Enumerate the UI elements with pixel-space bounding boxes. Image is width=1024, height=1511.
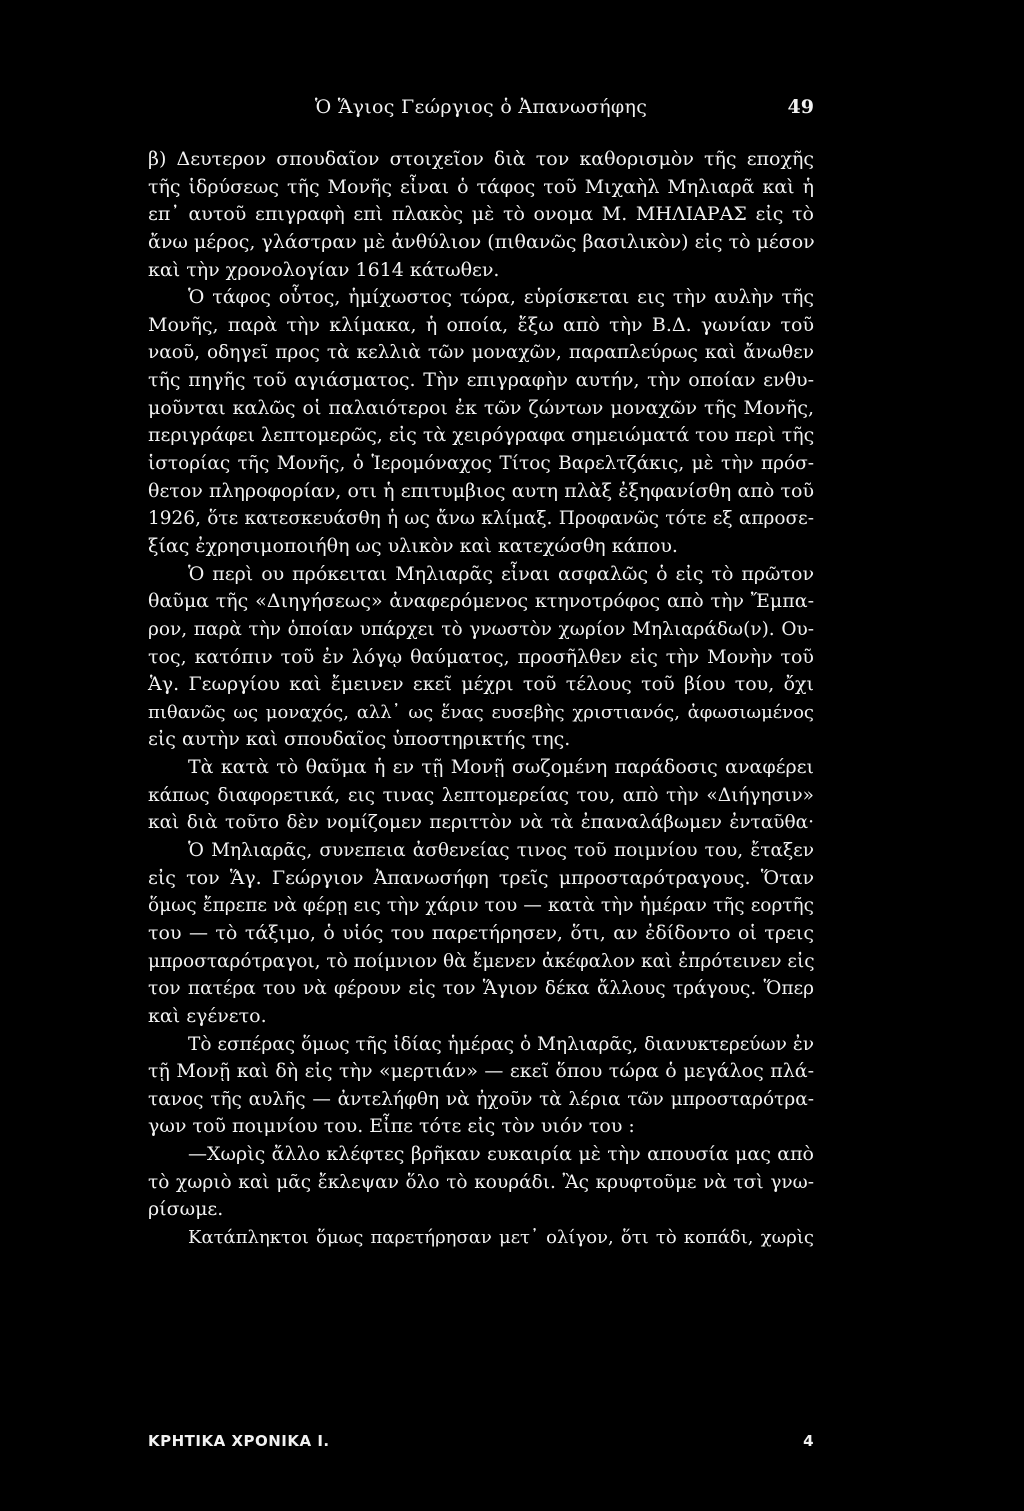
- text-line: 1926, ὅτε κατεσκευάσθη ἡ ως ἄνω κλίμαξ. Προφανῶς τότε εξ απροσε-: [148, 508, 814, 530]
- body-text: [148, 146, 814, 1252]
- text-line: ἄνω μέρος, γλάστραν μὲ ἀνθύλιον (πιθανῶς βασιλικὸν) εἰς τὸ μέσον: [148, 230, 815, 253]
- text-line: τῇ Μονῇ καὶ δὴ εἰς τὴν «μερτιάν» — εκεῖ ὅπου τώρα ὁ μεγάλος πλά-: [148, 1060, 814, 1083]
- text-line: ἱστορίας τῆς Μονῆς, ὁ Ἱερομόναχος Τίτος Βαρελτζάκις, μὲ τὴν πρόσ-: [148, 453, 814, 475]
- text-line: ξίας ἐχρησιμοποιήθη ως υλικὸν καὶ κατεχώσθη κάπου.: [148, 534, 678, 557]
- text-line: Ὁ Μηλιαρᾶς, συνεπεια ἀσθενείας τινος τοῦ ποιμνίου του, ἔταξεν: [188, 840, 814, 862]
- text-line: πιθανῶς ως μοναχός, αλλ᾽ ως ἕνας ευσεβὴς χριστιανός, ἀφωσιωμένος: [148, 701, 814, 723]
- text-line: γων τοῦ ποιμνίου του. Εἶπε τότε εἰς τὸν υιόν του :: [148, 1115, 635, 1138]
- signature-mark: 4: [803, 1432, 814, 1450]
- text-line: Μονῆς, παρὰ τὴν κλίμακα, ἡ οποία, ἔξω απὸ τὴν Β.Δ. γωνίαν τοῦ: [148, 313, 814, 336]
- text-line: ὅμως ἔπρεπε νὰ φέρῃ εις τὴν χάριν του — κατὰ τὴν ἡμέραν τῆς εορτῆς: [148, 895, 814, 917]
- text-line: του — τὸ τάξιμο, ὁ υἱός του παρετήρησεν, ὅτι, αν ἐδίδοντο οἱ τρεις: [148, 921, 814, 944]
- text-line: τῆς ἱδρύσεως τῆς Μονῆς εἶναι ὁ τάφος τοῦ Μιχαὴλ Μηλιαρᾶ καὶ ἡ: [148, 175, 814, 198]
- text-line: β) Δευτερον σπουδαῖον στοιχεῖον διὰ τον καθορισμὸν τῆς εποχῆς: [148, 148, 814, 170]
- page-footer: [148, 1432, 814, 1458]
- page-number: 49: [787, 96, 814, 118]
- text-line: καὶ εγένετο.: [148, 1004, 267, 1027]
- running-header: [148, 96, 814, 126]
- text-line: ρον, παρὰ τὴν ὁποίαν υπάρχει τὸ γνωστὸν χωρίον Μηλιαράδω(ν). Ου-: [148, 618, 814, 640]
- text-line: μπροσταρότραγοι, τὸ ποίμνιον θὰ ἔμενεν ἀκέφαλον καὶ ἐπρότεινεν εἰς: [148, 950, 815, 972]
- text-line: κάπως διαφορετικά, εις τινας λεπτομερείας του, απὸ τὴν «Διήγησιν»: [148, 784, 814, 806]
- text-line: επ᾽ αυτοῦ επιγραφὴ επὶ πλακὸς μὲ τὸ ονομα Μ. ΜΗΛΙΑΡΑΣ εἰς τὸ: [148, 203, 814, 226]
- text-line: ρίσωμε.: [148, 1198, 224, 1221]
- text-line: θαῦμα τῆς «Διηγήσεως» ἀναφερόμενος κτηνοτρόφος απὸ τὴν Ἔμπα-: [148, 590, 814, 613]
- text-line: θετον πληροφορίαν, οτι ἡ επιτυμβιος αυτη πλὰξ ἐξηφανίσθη απὸ τοῦ: [148, 479, 814, 502]
- text-line: Ὁ περὶ ου πρόκειται Μηλιαρᾶς εἶναι ασφαλῶς ὁ εἰς τὸ πρῶτον: [188, 562, 814, 585]
- text-line: τον πατέρα του νὰ φέρουν εἰς τον Ἅγιον δέκα ἄλλους τράγους. Ὅπερ: [148, 978, 814, 1000]
- text-line: —Χωρὶς ἄλλο κλέφτες βρῆκαν ευκαιρία μὲ τὴν απουσία μας απὸ: [188, 1143, 814, 1166]
- text-line: τὸ χωριὸ καὶ μᾶς ἔκλεψαν ὅλο τὸ κουράδι. Ἂς κρυφτοῦμε νὰ τσὶ γνω-: [148, 1171, 814, 1193]
- text-line: τανος τῆς αυλῆς — ἀντελήφθη νὰ ἠχοῦν τὰ λέρια τῶν μπροσταρότρα-: [148, 1088, 814, 1110]
- text-line: Κατάπληκτοι ὅμως παρετήρησαν μετ᾽ ολίγον, ὅτι τὸ κοπάδι, χωρὶς: [188, 1226, 814, 1248]
- text-line: περιγράφει λεπτομερῶς, εἰς τὰ χειρόγραφα σημειώματά του περὶ τῆς: [148, 424, 815, 447]
- text-line: εἰς αυτὴν καὶ σπουδαῖος ὑποστηρικτής της.: [148, 728, 571, 751]
- text-line: Ὁ τάφος οὗτος, ἡμίχωστος τώρα, εὑρίσκεται εις τὴν αυλὴν τῆς: [188, 286, 814, 309]
- text-line: ναοῦ, οδηγεῖ προς τὰ κελλιὰ τῶν μοναχῶν, παραπλεύρως καὶ ἄνωθεν: [148, 342, 814, 364]
- text-line: Τὸ εσπέρας ὅμως τῆς ἰδίας ἡμέρας ὁ Μηλιαρᾶς, διανυκτερεύων ἐν: [188, 1033, 814, 1055]
- text-line: εἰς τον Ἅγ. Γεώργιον Ἀπανωσήφη τρεῖς μπροσταρότραγους. Ὅταν: [148, 866, 814, 889]
- text-line: τος, κατόπιν τοῦ ἐν λόγῳ θαύματος, προσῆλθεν εἰς τὴν Μονὴν τοῦ: [148, 645, 814, 668]
- text-line: Ἁγ. Γεωργίου καὶ ἔμεινεν εκεῖ μέχρι τοῦ τέλους τοῦ βίου του, ὄχι: [148, 673, 814, 696]
- journal-title: ΚΡΗΤΙΚΑ ΧΡΟΝΙΚΑ Ι.: [148, 1432, 330, 1450]
- text-line: καὶ διὰ τοῦτο δὲν νομίζομεν περιττὸν νὰ τὰ ἐπαναλάβωμεν ἐνταῦθα·: [148, 812, 814, 834]
- running-title: Ὁ Ἅγιος Γεώργιος ὁ Ἀπανωσήφης: [314, 96, 648, 118]
- text-line: καὶ τὴν χρονολογίαν 1614 κάτωθεν.: [148, 258, 500, 281]
- text-line: μοῦνται καλῶς οἱ παλαιότεροι ἐκ τῶν ζώντων μοναχῶν τῆς Μονῆς,: [148, 396, 814, 419]
- text-line: τῆς πηγῆς τοῦ αγιάσματος. Τὴν επιγραφὴν αυτήν, τὴν οποίαν ενθυ-: [148, 369, 814, 392]
- text-line: Τὰ κατὰ τὸ θαῦμα ἡ εν τῇ Μονῇ σωζομένη παράδοσις αναφέρει: [188, 756, 814, 779]
